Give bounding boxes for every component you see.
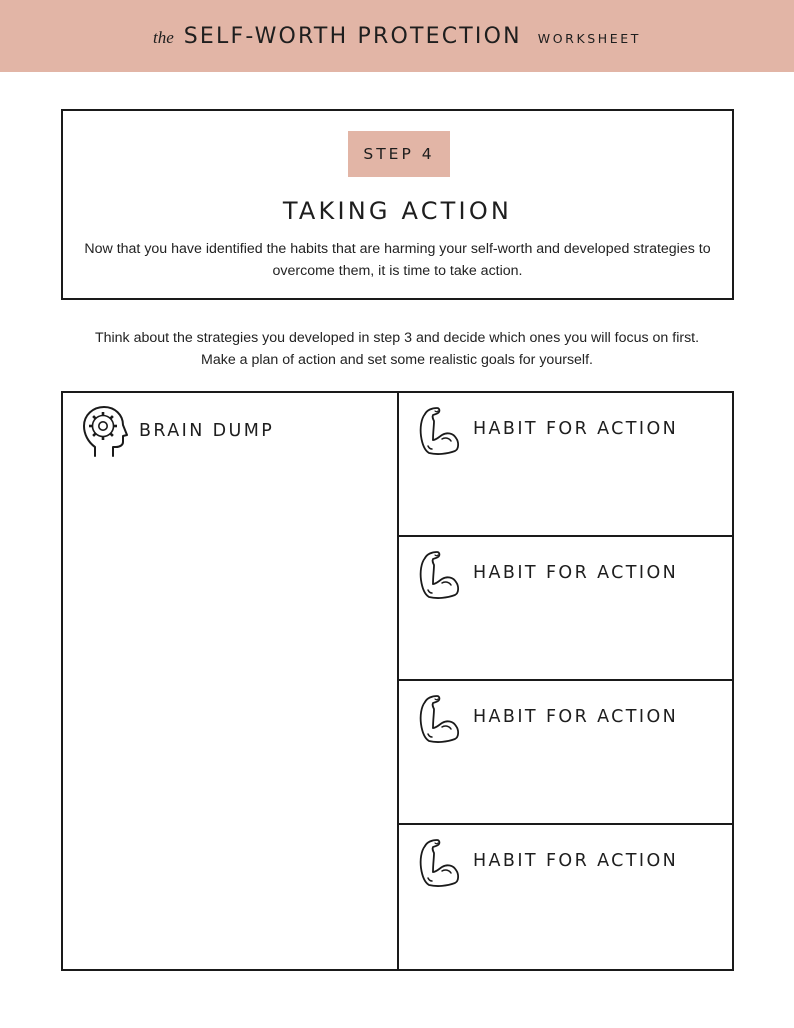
flexed-arm-icon — [411, 402, 461, 456]
habit-label-4: HABIT FOR ACTION — [473, 851, 679, 871]
habit-header-3 — [411, 690, 678, 744]
flexed-arm-icon — [411, 690, 461, 744]
header-title: SELF-WORTH PROTECTION — [183, 23, 522, 49]
brain-gear-head-icon — [79, 404, 129, 458]
step-title: TAKING ACTION — [282, 197, 513, 225]
habit-header-4 — [411, 834, 678, 888]
habit-label-3: HABIT FOR ACTION — [473, 707, 679, 727]
intro-text: Think about the strategies you developed in step 3 and decide which ones you will focus on first. Make a plan of action and set some realistic goals for yourself. — [94, 330, 700, 368]
brain-dump-panel[interactable] — [63, 393, 399, 969]
habit-header-2 — [411, 546, 678, 600]
flexed-arm-icon — [411, 834, 461, 888]
habit-panel-4[interactable] — [399, 825, 732, 969]
habit-panel-1[interactable] — [399, 393, 732, 537]
header-suffix: WORKSHEET — [537, 30, 642, 46]
habit-label-2: HABIT FOR ACTION — [473, 563, 679, 583]
brain-dump-label: BRAIN DUMP — [139, 421, 275, 441]
habit-header-1 — [411, 402, 678, 456]
brain-dump-header — [79, 404, 274, 458]
step-box — [61, 109, 734, 300]
header-banner — [0, 0, 794, 72]
flexed-arm-icon — [411, 546, 461, 600]
header-prefix: the — [152, 27, 174, 47]
habit-panel-2[interactable] — [399, 537, 732, 681]
header-title-group — [153, 24, 641, 49]
habit-panel-3[interactable] — [399, 681, 732, 825]
worksheet-grid — [61, 391, 734, 971]
habit-label-1: HABIT FOR ACTION — [473, 419, 679, 439]
step-badge: STEP 4 — [348, 131, 450, 177]
step-description: Now that you have identified the habits that are harming your self-worth and developed strategies to overcome them, it is time to take action. — [84, 241, 711, 279]
